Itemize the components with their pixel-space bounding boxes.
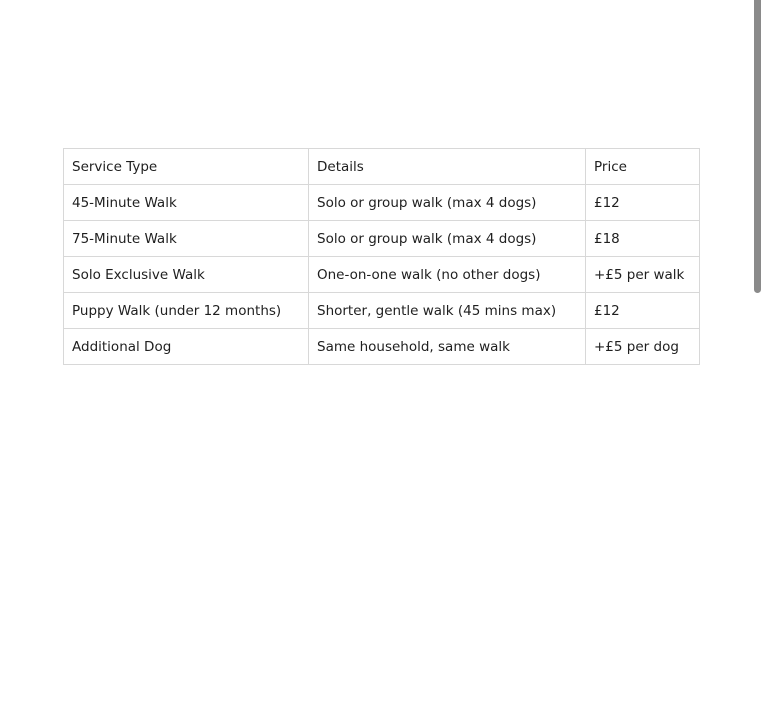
cell-service-type: 75-Minute Walk <box>64 221 309 257</box>
table-row <box>64 257 700 293</box>
cell-service-type: Additional Dog <box>64 329 309 365</box>
table-row <box>64 221 700 257</box>
services-pricing-table <box>63 148 700 365</box>
cell-service-type: 45-Minute Walk <box>64 185 309 221</box>
cell-details: One-on-one walk (no other dogs) <box>309 257 586 293</box>
column-header-service-type: Service Type <box>64 149 309 185</box>
cell-service-type: Solo Exclusive Walk <box>64 257 309 293</box>
cell-price: £12 <box>586 185 700 221</box>
cell-price: £18 <box>586 221 700 257</box>
column-header-details: Details <box>309 149 586 185</box>
vertical-scrollbar-thumb[interactable] <box>754 0 761 293</box>
cell-price: £12 <box>586 293 700 329</box>
cell-details: Solo or group walk (max 4 dogs) <box>309 221 586 257</box>
cell-service-type: Puppy Walk (under 12 months) <box>64 293 309 329</box>
column-header-price: Price <box>586 149 700 185</box>
table-row <box>64 185 700 221</box>
table-row <box>64 329 700 365</box>
cell-details: Same household, same walk <box>309 329 586 365</box>
cell-details: Shorter, gentle walk (45 mins max) <box>309 293 586 329</box>
cell-price: +£5 per walk <box>586 257 700 293</box>
table-row <box>64 293 700 329</box>
table-header-row <box>64 149 700 185</box>
cell-details: Solo or group walk (max 4 dogs) <box>309 185 586 221</box>
cell-price: +£5 per dog <box>586 329 700 365</box>
